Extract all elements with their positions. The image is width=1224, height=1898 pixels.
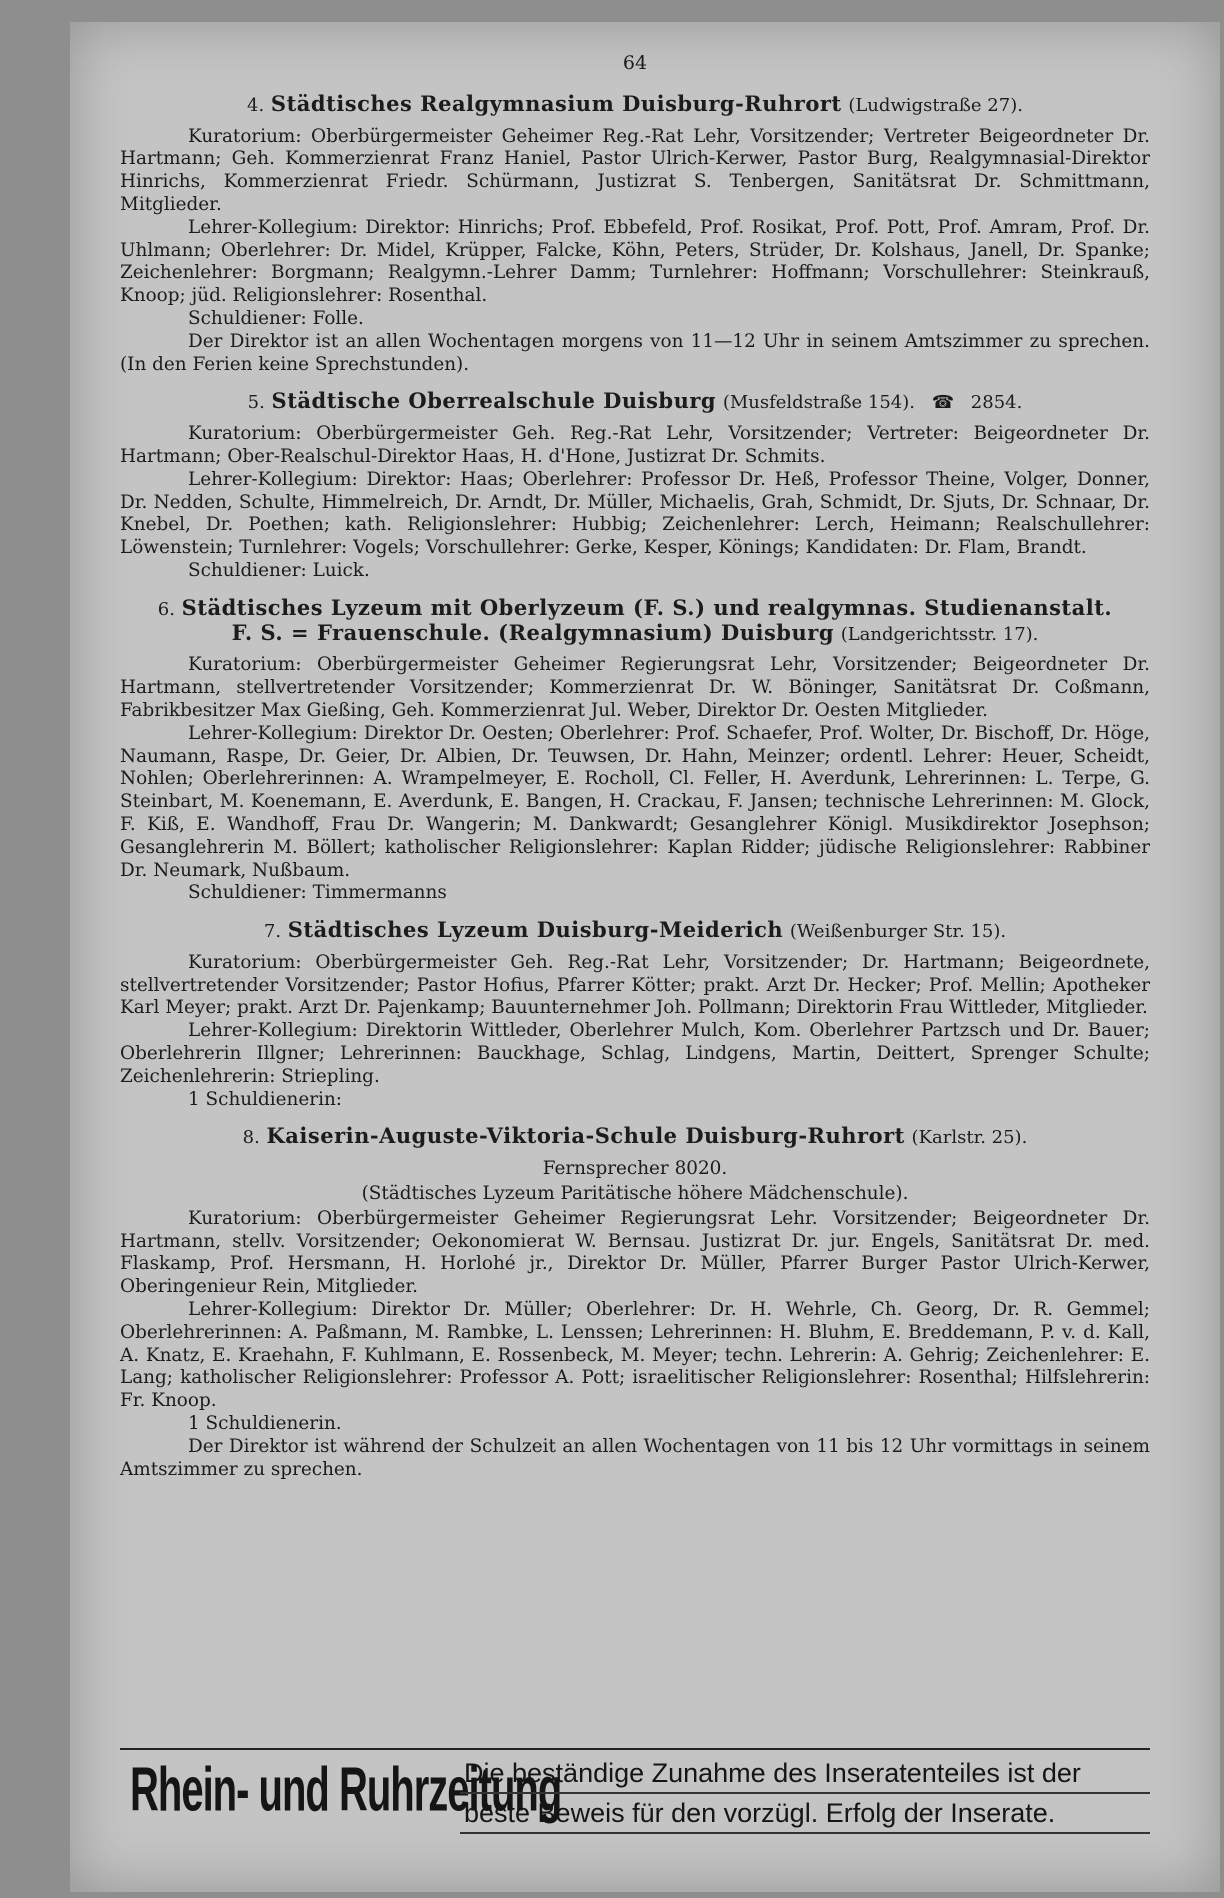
section-title: Städtische Oberrealschule Duisburg xyxy=(271,388,717,414)
section-heading xyxy=(120,919,1150,944)
kollegium-paragraph: Lehrer-Kollegium: Direktorin Wittleder, Oberlehrer Mulch, Kom. Oberlehrer Partzsch und Dr. Bauer; Oberlehrerin Illgner; Lehrerinnen: Bauckhage, Schlag, Lindgens, Martin, Deittert, Sprenger Schulte; Zeichenlehrerin: Striepling. xyxy=(120,1020,1150,1087)
section-title: Städtisches Lyzeum Duisburg-Meiderich xyxy=(287,917,784,943)
phone-line: Fernsprecher 8020. xyxy=(542,1158,728,1180)
section-address: (Karlstr. 25). xyxy=(911,1127,1028,1149)
ad-line-1: Die beständige Zunahme des Inseratenteiles ist der xyxy=(460,1754,1150,1794)
section-address: (Ludwigstraße 27). xyxy=(848,94,1023,116)
kuratorium-paragraph: Kuratorium: Oberbürgermeister Geheimer Regierungsrat Lehr. Vorsitzender; Beigeordneter Dr. Hartmann, stellv. Vorsitzender; Oekonomierat W. Bernsau. Justizrat Dr. jur. Engels, Sanitätsrat Dr. med. Flaskamp, Prof. Hersmann, H. Horlohé jr., Direktor Dr. Müller, Pfarrer Burger Pastor Ulrich-Kerwer, Oberingenieur Rein, Mitglieder. xyxy=(120,1207,1150,1298)
section-heading xyxy=(120,1125,1150,1150)
kollegium-paragraph: Lehrer-Kollegium: Direktor: Hinrichs; Prof. Ebbefeld, Prof. Rosikat, Prof. Pott, Prof. Amram, Prof. Dr. Uhlmann; Oberlehrer: Dr. Midel, Krüpper, Falcke, Köhn, Peters, Strüder, Dr. Kolshaus, Janell, Dr. Spanke; Zeichenlehrer: Borgmann; Realgymn.-Lehrer Damm; Turnlehrer: Hoffmann; Vorschullehrer: Steinkrauß, Knoop; jüd. Religionslehrer: Rosenthal. xyxy=(120,216,1150,307)
section-number: 8. xyxy=(242,1127,260,1149)
section-7 xyxy=(120,919,1150,1111)
kollegium-paragraph: Lehrer-Kollegium: Direktor Dr. Oesten; Oberlehrer: Prof. Schaefer, Prof. Wolter, Dr. Bischoff, Dr. Höge, Naumann, Raspe, Dr. Geier, Dr. Albien, Dr. Teuwsen, Dr. Hahn, Meinzer; ordentl. Lehrer: Heuer, Scheidt, Nohlen; Oberlehrerinnen: A. Wrampelmeyer, E. Rocholl, Cl. Feller, H. Averdunk, Lehrerinnen: L. Terpe, G. Steinbart, M. Koenemann, E. Averdunk, E. Bangen, H. Crackau, F. Jansen; technische Lehrerinnen: M. Glock, F. Kiß, E. Wandhoff, Frau Dr. Wangerin; M. Dankwardt; Gesanglehrer Königl. Musikdirektor Josephson; Gesanglehrerin M. Böllert; katholischer Religionslehrer: Kaplan Ridder; jüdische Religionslehrer: Rabbiner Dr. Neumark, Nußbaum. xyxy=(120,722,1150,881)
section-title: Städtisches Lyzeum mit Oberlyzeum (F. S.) und realgymnas. Studienanstalt. xyxy=(181,594,1113,620)
schuldiener-paragraph: 1 Schuldienerin: xyxy=(188,1088,342,1110)
newspaper-advertisement xyxy=(120,1748,1150,1840)
office-hours-paragraph: Der Direktor ist während der Schulzeit an allen Wochentagen von 11 bis 12 Uhr vormittags in seinem Amtszimmer zu sprechen. xyxy=(120,1435,1150,1480)
section-title: Kaiserin-Auguste-Viktoria-Schule Duisburg-Ruhrort xyxy=(266,1123,905,1149)
ad-brand: Rhein- und Ruhrzeitung xyxy=(130,1756,562,1825)
schuldiener-paragraph: Schuldiener: Luick. xyxy=(188,559,370,581)
section-heading xyxy=(120,390,1150,415)
phone-number: 2854. xyxy=(970,392,1023,414)
page-content xyxy=(120,52,1150,1481)
section-number: 7. xyxy=(263,921,282,943)
section-5 xyxy=(120,390,1150,582)
page-number: 64 xyxy=(622,52,648,74)
ad-slogan xyxy=(460,1754,1150,1834)
section-heading xyxy=(120,594,1150,647)
schuldiener-paragraph: 1 Schuldienerin. xyxy=(188,1413,342,1435)
kollegium-paragraph: Lehrer-Kollegium: Direktor: Haas; Oberlehrer: Professor Dr. Heß, Professor Theine, Volger, Donner, Dr. Nedden, Schulte, Himmelreich, Dr. Arndt, Dr. Müller, Michaelis, Grah, Schmidt, Dr. Sjuts, Dr. Schnaar, Dr. Knebel, Dr. Poethen; kath. Religionslehrer: Hubbig; Zeichenlehrer: Lerch, Heimann; Realschullehrer: Löwenstein; Turnlehrer: Vogels; Vorschullehrer: Gerke, Kesper, Könings; Kandidaten: Dr. Flam, Brandt. xyxy=(120,468,1150,559)
kollegium-paragraph: Lehrer-Kollegium: Direktor Dr. Müller; Oberlehrer: Dr. H. Wehrle, Ch. Georg, Dr. R. Gemmel; Oberlehrerinnen: A. Paßmann, M. Rambke, L. Lenssen; Lehrerinnen: H. Bluhm, E. Breddemann, P. v. d. Kall, A. Knatz, E. Kraehahn, F. Kuhlmann, E. Rossenbeck, M. Meyer; techn. Lehrerin: A. Gehrig; Zeichenlehrer: E. Lang; katholischer Religionslehrer: Professor A. Pott; israelitischer Religionslehrer: Rosenthal; Hilfslehrerin: Fr. Knoop. xyxy=(120,1299,1150,1412)
section-title: Städtisches Realgymnasium Duisburg-Ruhrort xyxy=(270,90,842,116)
section-6 xyxy=(120,594,1150,905)
office-hours-paragraph: Der Direktor ist an allen Wochentagen morgens von 11—12 Uhr in seinem Amtszimmer zu sprechen. (In den Ferien keine Sprechstunden). xyxy=(120,330,1150,375)
section-address: (Musfeldstraße 154). xyxy=(722,392,915,414)
section-address: (Landgerichtsstr. 17). xyxy=(840,623,1039,645)
section-address: (Weißenburger Str. 15). xyxy=(789,921,1007,943)
telephone-icon: ☎ xyxy=(931,392,955,414)
section-number: 5. xyxy=(247,392,265,414)
schuldiener-paragraph: Schuldiener: Folle. xyxy=(188,307,364,329)
kuratorium-paragraph: Kuratorium: Oberbürgermeister Geh. Reg.-Rat Lehr, Vorsitzender; Vertreter: Beigeordneter Dr. Hartmann; Ober-Realschul-Direktor Haas, H. d'Hone, Justizrat Dr. Schmits. xyxy=(120,423,1150,467)
section-4 xyxy=(120,90,1150,377)
kuratorium-paragraph: Kuratorium: Oberbürgermeister Geheimer Regierungsrat Lehr, Vorsitzender; Beigeordneter Dr. Hartmann, stellvertretender Vorsitzender; Kommerzienrat Dr. W. Böninger, Sanitätsrat Dr. Coßmann, Fabrikbesitzer Max Gießing, Geh. Kommerzienrat Jul. Weber, Direktor Dr. Oesten Mitglieder. xyxy=(120,654,1150,721)
section-number: 6. xyxy=(157,598,175,620)
section-number: 4. xyxy=(247,94,265,116)
ad-line-2: beste Beweis für den vorzügl. Erfolg der Inserate. xyxy=(460,1794,1150,1834)
school-type-line: (Städtisches Lyzeum Paritätische höhere Mädchenschule). xyxy=(361,1183,909,1205)
schuldiener-paragraph: Schuldiener: Timmermanns xyxy=(188,882,447,904)
section-8 xyxy=(120,1125,1150,1481)
kuratorium-paragraph: Kuratorium: Oberbürgermeister Geh. Reg.-Rat Lehr, Vorsitzender; Dr. Hartmann; Beigeordnete, stellvertretender Vorsitzender; Pastor Hofius, Pfarrer Kötter; prakt. Arzt Dr. Hecker; Prof. Mellin; Apotheker Karl Meyer; prakt. Arzt Dr. Pajenkamp; Bauunternehmer Joh. Pollmann; Direktorin Frau Wittleder, Mitglieder. xyxy=(120,951,1150,1019)
section-heading xyxy=(120,90,1150,118)
kuratorium-paragraph: Kuratorium: Oberbürgermeister Geheimer Reg.-Rat Lehr, Vorsitzender; Vertreter Beigeordneter Dr. Hartmann; Geh. Kommerzienrat Franz Haniel, Pastor Ulrich-Kerwer, Pastor Burg, Realgymnasial-Direktor Hinrichs, Kommerzienrat Friedr. Schürmann, Justizrat S. Tenbergen, Sanitätsrat Dr. Schmittmann, Mitglieder. xyxy=(120,125,1150,215)
section-title-line2: F. S. = Frauenschule. (Realgymnasium) Duisburg xyxy=(231,619,835,645)
